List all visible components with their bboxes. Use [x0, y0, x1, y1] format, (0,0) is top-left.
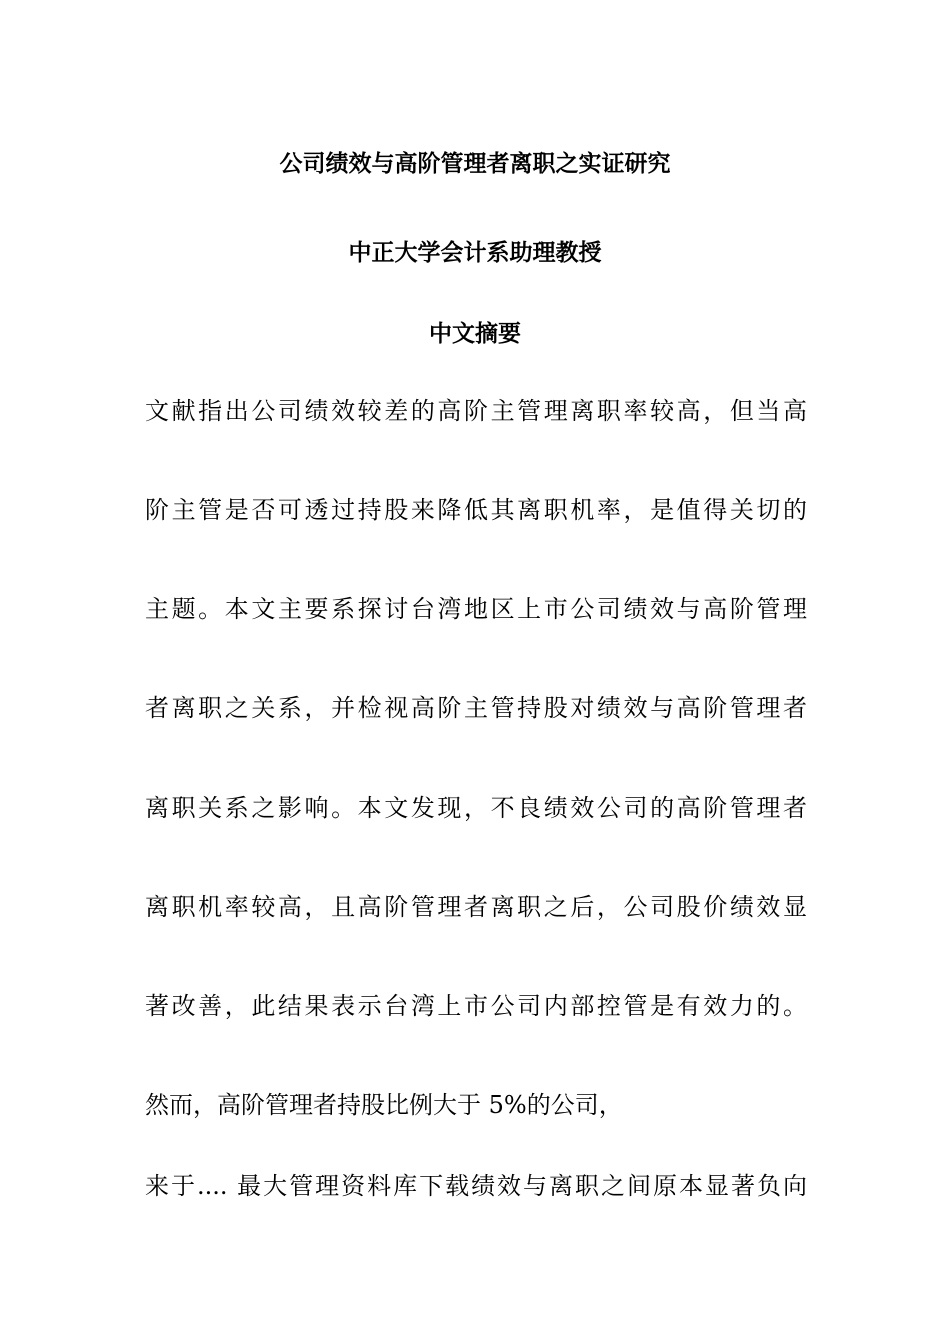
author-affiliation: 中正大学会计系助理教授: [348, 240, 602, 266]
abstract-line-1: 文献指出公司绩效较差的高阶主管理离职率较高，但当高: [145, 397, 807, 425]
abstract-line-3: 主题。本文主要系探讨台湾地区上市公司绩效与高阶管理: [145, 595, 807, 623]
abstract-line-8: 然而，高阶管理者持股比例大于 5%的公司，: [145, 1091, 623, 1119]
abstract-line-2: 阶主管是否可透过持股来降低其离职机率，是值得关切的: [145, 496, 807, 524]
paper-title: 公司绩效与高阶管理者离职之实证研究: [279, 151, 671, 177]
abstract-line-7: 著改善，此结果表示台湾上市公司内部控管是有效力的。: [145, 992, 807, 1020]
abstract-line-4: 者离职之关系，并检视高阶主管持股对绩效与高阶管理者: [145, 694, 807, 722]
abstract-heading: 中文摘要: [429, 321, 521, 347]
abstract-line-6: 离职机率较高，且高阶管理者离职之后，公司股价绩效显: [145, 893, 807, 921]
abstract-line-9: 来于.... 最大管理资料库下载绩效与离职之间原本显著负向: [145, 1172, 807, 1200]
abstract-line-5: 离职关系之影响。本文发现，不良绩效公司的高阶管理者: [145, 794, 807, 822]
